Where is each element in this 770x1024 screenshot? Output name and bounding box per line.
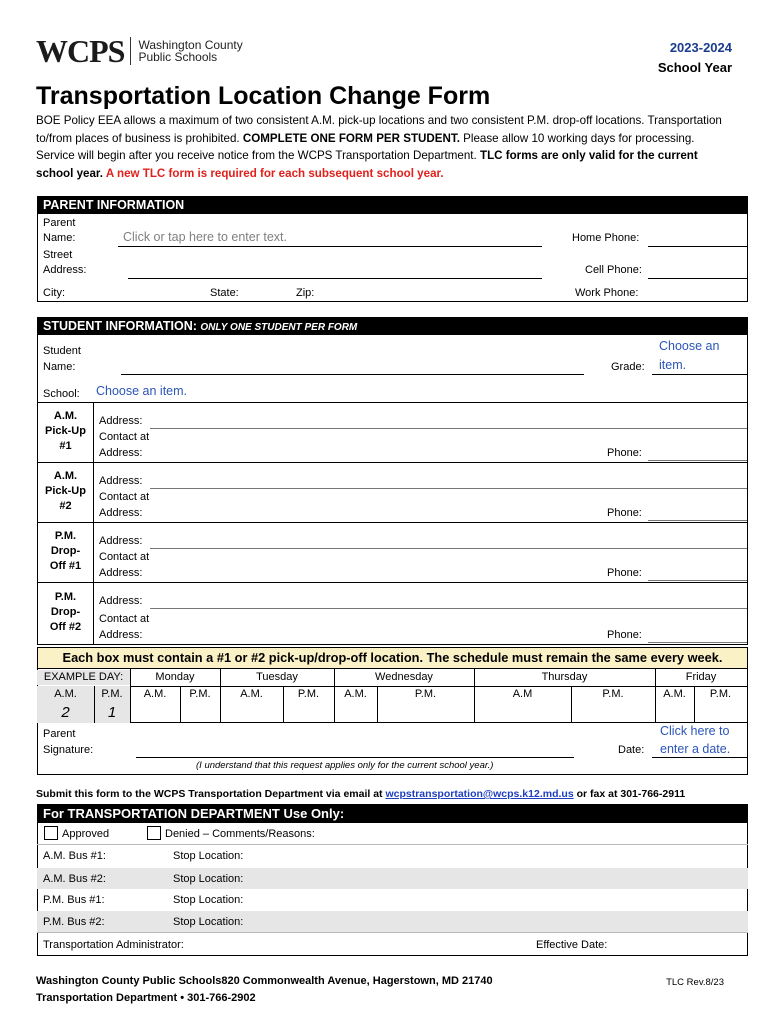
denied-label: Denied – Comments/Reasons: [165,828,315,840]
date-underline [652,757,747,758]
monday-pm: P.M. [189,688,211,700]
bus-label: A.M. Bus #2: [43,873,106,885]
office-use-heading: For TRANSPORTATION DEPARTMENT Use Only: [37,804,748,823]
home-phone-label: Home Phone: [572,232,640,244]
submit-email-link[interactable]: wcpstransportation@wcps.k12.md.us [385,788,574,800]
loc-label-line: Pick-Up [45,485,86,497]
wednesday-pm: P.M. [414,688,437,700]
loc-label-line: #1 [59,440,72,452]
friday-pm-input[interactable] [695,704,747,722]
am-pickup-2-label [38,469,93,514]
stop-label: Stop Location: [173,873,244,885]
submit-text-1: Submit this form to the WCPS Transportation Department via email at [36,788,386,800]
pm-dropoff-2-phone-input[interactable] [648,642,747,643]
loc-label-line: #2 [59,500,72,512]
grade-label: Grade: [611,361,645,373]
thursday-pm: P.M. [602,688,624,700]
friday-am: A.M. [663,688,686,700]
denied-checkbox[interactable] [147,826,161,840]
example-am-header: A.M. [54,688,77,700]
wednesday-pm-input[interactable] [378,704,473,722]
submit-instructions [36,787,685,802]
street-address-input[interactable] [128,278,542,279]
am-pickup-2-address-input[interactable] [150,488,747,489]
phone-label: Phone: [607,507,642,519]
home-phone-input[interactable] [648,246,747,247]
day-wednesday: Wednesday [375,671,433,683]
form-title: Transportation Location Change Form [36,82,491,110]
contact-label-1: Contact at [99,431,150,443]
contact-label-2: Address: [99,447,143,459]
stop-label: Stop Location: [173,916,244,928]
revision-label: TLC Rev.8/23 [666,977,724,988]
stop-label: Stop Location: [173,894,244,906]
parent-info-heading: PARENT INFORMATION [37,196,748,214]
phone-label: Phone: [607,629,642,641]
loc-label-line: Off #1 [49,560,82,572]
school-year-label: School Year [657,60,732,75]
pm-dropoff-2-address-input[interactable] [150,608,747,609]
student-name-input[interactable] [121,374,584,375]
bus-label: A.M. Bus #1: [43,850,106,862]
tuesday-pm-input[interactable] [284,704,333,722]
thursday-am-input[interactable] [475,704,570,722]
footer-department: Transportation Department • 301-766-2902 [36,992,256,1004]
contact-label-2: Address: [99,567,143,579]
date-label: Date: [618,744,645,756]
example-pm-value: 1 [107,704,117,721]
logo-divider [130,37,131,65]
day-tuesday: Tuesday [256,671,298,683]
stop-label: Stop Location: [173,850,244,862]
am-pickup-2-phone-input[interactable] [648,520,747,521]
monday-am-input[interactable] [131,704,179,722]
logo-text [138,39,242,63]
approved-label: Approved [62,828,110,840]
location-divider [37,582,748,583]
signature-label-2: Signature: [43,744,94,756]
parent-name-label-2: Name: [43,232,76,244]
intro-bold-2: TLC forms are only valid for the current school year. [36,149,698,180]
phone-label: Phone: [607,567,642,579]
example-am-value: 2 [61,704,70,721]
tuesday-am: A.M. [240,688,263,700]
signature-note: (I understand that this request applies only for the current school year.) [196,760,494,771]
logo-line-2: Public Schools [138,50,218,64]
schedule-banner: Each box must contain a #1 or #2 pick-up/drop-off location. The schedule must remain the same every week. [37,647,748,669]
office-row [37,868,748,889]
contact-label-1: Contact at [99,491,150,503]
phone-label: Phone: [607,447,642,459]
approved-checkbox[interactable] [44,826,58,840]
loc-label-line: Pick-Up [45,425,86,437]
date-picker-line-2[interactable]: enter a date. [660,742,731,756]
cell-phone-input[interactable] [648,278,747,279]
thursday-am: A.M [512,688,533,700]
bus-label: P.M. Bus #1: [43,894,105,906]
contact-label-2: Address: [99,507,143,519]
am-pickup-1-phone-input[interactable] [648,460,747,461]
intro-text-1: BOE Policy EEA allows a maximum of two consistent A.M. pick-up locations and two consistent P.M. drop-off locations. Transportation to/from places of business is prohibited. [36,114,722,145]
work-phone-label: Work Phone: [575,287,639,299]
intro-paragraph [36,112,736,182]
location-divider [37,402,748,403]
office-row [37,911,748,932]
pm-dropoff-1-address-input[interactable] [150,548,747,549]
intro-red-warning: A new TLC form is required for each subsequent school year. [103,166,444,180]
date-picker-line-1[interactable]: Click here to [660,724,730,738]
address-label: Address: [99,535,143,547]
thursday-pm-input[interactable] [572,704,654,722]
wednesday-am: A.M. [344,688,367,700]
pm-dropoff-1-label [38,529,93,574]
contact-label-1: Contact at [99,551,150,563]
pm-dropoff-2-label [38,590,93,635]
school-year-range: 2023-2024 [669,40,732,55]
school-select[interactable]: Choose an item. [96,384,188,398]
loc-label-line: A.M. [53,410,78,422]
state-label: State: [210,287,239,299]
office-row [37,845,748,867]
city-label: City: [43,287,65,299]
pm-dropoff-1-phone-input[interactable] [648,580,747,581]
submit-text-2: or fax at 301-766-2911 [573,788,686,800]
cell-phone-label: Cell Phone: [585,264,642,276]
parent-name-label-1: Parent [43,217,76,229]
day-thursday: Thursday [541,671,588,683]
grade-underline [652,374,747,375]
wednesday-am-input[interactable] [335,704,376,722]
am-pickup-1-label [38,409,93,454]
student-name-label-1: Student [43,345,81,357]
loc-label-line: Drop- [50,606,81,618]
day-friday: Friday [685,671,717,683]
contact-label-2: Address: [99,629,143,641]
signature-label-1: Parent [43,728,76,740]
contact-label-1: Contact at [99,613,150,625]
loc-label-line: Off #2 [49,621,82,633]
monday-pm-input[interactable] [181,704,219,722]
loc-label-line: P.M. [54,530,77,542]
loc-label-line: A.M. [53,470,78,482]
grade-select-line-1[interactable]: Choose an [659,339,720,353]
footer-address: Washington County Public Schools820 Commonwealth Avenue, Hagerstown, MD 21740 [36,975,493,987]
parent-info-box [37,214,748,302]
monday-am: A.M. [143,688,167,700]
example-pm-header: P.M. [101,688,123,700]
am-pickup-1-address-input[interactable] [150,428,747,429]
logo-line-1: Washington County [138,38,243,52]
street-label-2: Address: [43,264,87,276]
student-heading-note: ONLY ONE STUDENT PER FORM [200,322,358,333]
intro-text-2: Please allow 10 working days for processing. Service will begin after you receive notice from the WCPS Transportation Department. [36,131,695,162]
bus-label: P.M. Bus #2: [43,916,105,928]
effective-date-label: Effective Date: [536,939,608,951]
loc-label-line: P.M. [54,591,77,603]
tuesday-pm: P.M. [297,688,320,700]
school-label: School: [43,388,80,400]
wcps-logo [36,34,243,68]
intro-bold-1: COMPLETE ONE FORM PER STUDENT. [242,131,460,145]
grade-select-line-2[interactable]: item. [659,358,687,372]
friday-am-input[interactable] [656,704,693,722]
example-day-label: EXAMPLE DAY: [37,670,130,685]
office-row [37,889,748,911]
loc-label-line: Drop- [50,545,81,557]
location-divider [37,462,748,463]
zip-label: Zip: [296,287,315,299]
location-column-divider [93,402,94,645]
admin-label: Transportation Administrator: [43,939,184,951]
parent-name-underline [118,246,542,247]
student-heading-text: STUDENT INFORMATION: [43,319,197,333]
day-monday: Monday [155,671,195,683]
address-label: Address: [99,415,143,427]
student-name-label-2: Name: [43,361,76,373]
address-label: Address: [99,595,143,607]
office-row-divider [37,932,748,933]
address-label: Address: [99,475,143,487]
street-label-1: Street [43,249,73,261]
parent-name-input[interactable]: Click or tap here to enter text. [123,230,287,244]
logo-mark: WCPS [36,33,125,69]
tuesday-am-input[interactable] [221,704,282,722]
student-info-heading [37,317,748,335]
friday-pm: P.M. [709,688,732,700]
location-divider [37,522,748,523]
